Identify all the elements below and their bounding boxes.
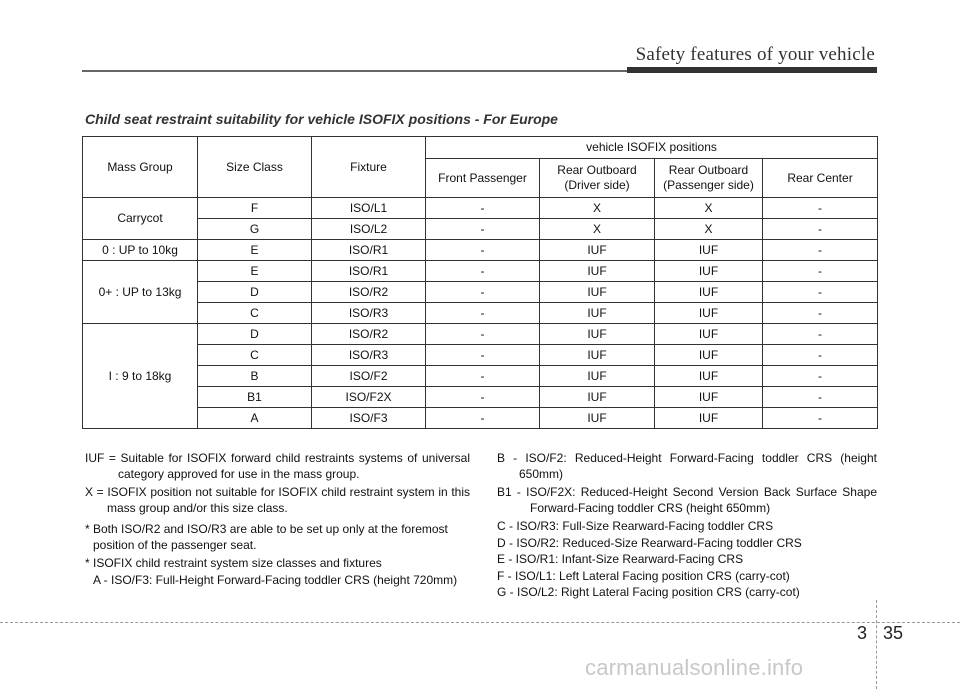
rear-center-cell: - [763, 387, 878, 408]
rear-outboard-passenger-cell: IUF [655, 345, 763, 366]
header-rear-outboard-passenger [655, 159, 763, 198]
note-class-e: E - ISO/R1: Infant-Size Rearward-Facing CRS [497, 552, 744, 566]
header-line: (Driver side) [564, 178, 630, 192]
header-line: Rear Outboard [668, 163, 749, 177]
table-row [83, 345, 878, 366]
footer-divider [0, 622, 960, 623]
header-accent-bar [627, 67, 877, 73]
size-class-cell: A [198, 408, 312, 429]
page-number: 35 [883, 623, 904, 643]
isofix-suitability-table [82, 136, 878, 429]
rear-outboard-passenger-cell: IUF [655, 387, 763, 408]
fixture-cell: ISO/L2 [312, 219, 426, 240]
size-class-cell: E [198, 240, 312, 261]
rear-center-cell: - [763, 303, 878, 324]
rear-center-cell: - [763, 366, 878, 387]
note-class-c: C - ISO/R3: Full-Size Rearward-Facing toddler CRS [497, 519, 774, 533]
rear-outboard-driver-cell: IUF [540, 303, 655, 324]
table-row [83, 198, 878, 219]
rear-outboard-passenger-cell: X [655, 219, 763, 240]
size-class-cell: C [198, 345, 312, 366]
table-row [83, 219, 878, 240]
note-class-g: G - ISO/L2: Right Lateral Facing position CRS (carry-cot) [497, 585, 800, 599]
mass-group-cell: 0 : UP to 10kg [83, 240, 198, 261]
rear-outboard-driver-cell: IUF [540, 345, 655, 366]
rear-outboard-driver-cell: IUF [540, 240, 655, 261]
rear-center-cell: - [763, 408, 878, 429]
rear-outboard-passenger-cell: IUF [655, 282, 763, 303]
size-class-cell: E [198, 261, 312, 282]
fixture-cell: ISO/R3 [312, 345, 426, 366]
rear-center-cell: - [763, 261, 878, 282]
fixture-cell: ISO/F3 [312, 408, 426, 429]
size-class-cell: F [198, 198, 312, 219]
rear-outboard-driver-cell: X [540, 219, 655, 240]
table-row [83, 387, 878, 408]
size-class-cell: D [198, 324, 312, 345]
size-class-cell: B [198, 366, 312, 387]
rear-outboard-passenger-cell: IUF [655, 303, 763, 324]
mass-group-cell: Carrycot [83, 198, 198, 240]
note-class-b: B - ISO/F2: Reduced-Height Forward-Facing toddler CRS (height 650mm) [497, 451, 877, 481]
section-title: Child seat restraint suitability for vehicle ISOFIX positions - For Europe [85, 111, 558, 127]
note-class-f: F - ISO/L1: Left Lateral Facing position CRS (carry-cot) [497, 568, 790, 583]
rear-outboard-driver-cell: IUF [540, 324, 655, 345]
front-passenger-cell: - [426, 219, 540, 240]
front-passenger-cell: - [426, 324, 540, 345]
rear-outboard-driver-cell: IUF [540, 387, 655, 408]
table-row [83, 240, 878, 261]
notes-right-column [497, 451, 877, 602]
rear-outboard-passenger-cell: IUF [655, 366, 763, 387]
header-line: Rear Outboard [557, 163, 637, 177]
fixture-cell: ISO/R2 [312, 324, 426, 345]
notes-left-column [85, 451, 470, 591]
rear-outboard-passenger-cell: IUF [655, 240, 763, 261]
note-foremost-position: * Both ISO/R2 and ISO/R3 are able to be set up only at the foremost position of the passenger seat. [85, 522, 448, 552]
header-mass-group: Mass Group [83, 137, 198, 198]
front-passenger-cell: - [426, 408, 540, 429]
front-passenger-cell: - [426, 261, 540, 282]
rear-center-cell: - [763, 324, 878, 345]
rear-outboard-passenger-cell: IUF [655, 408, 763, 429]
table-row [83, 324, 878, 345]
front-passenger-cell: - [426, 282, 540, 303]
fixture-cell: ISO/F2X [312, 387, 426, 408]
table-row [83, 282, 878, 303]
note-class-b1: B1 - ISO/F2X: Reduced-Height Second Version Back Surface Shape Forward-Facing toddler CRS (height 650mm) [497, 485, 877, 515]
fixture-cell: ISO/F2 [312, 366, 426, 387]
note-class-d: D - ISO/R2: Reduced-Size Rearward-Facing toddler CRS [497, 535, 802, 550]
rear-outboard-passenger-cell: IUF [655, 261, 763, 282]
table-row [83, 261, 878, 282]
front-passenger-cell: - [426, 198, 540, 219]
fixture-cell: ISO/R1 [312, 240, 426, 261]
header-isofix-positions: vehicle ISOFIX positions [426, 137, 878, 159]
rear-center-cell: - [763, 240, 878, 261]
fixture-cell: ISO/R3 [312, 303, 426, 324]
front-passenger-cell: - [426, 387, 540, 408]
fixture-cell: ISO/R2 [312, 282, 426, 303]
note-class-a: A - ISO/F3: Full-Height Forward-Facing toddler CRS (height 720mm) [93, 572, 458, 587]
size-class-cell: G [198, 219, 312, 240]
front-passenger-cell: - [426, 303, 540, 324]
note-x: X = ISOFIX position not suitable for ISOFIX child restraint system in this mass group and/or this size class. [85, 485, 470, 515]
size-class-cell: C [198, 303, 312, 324]
rear-outboard-driver-cell: IUF [540, 261, 655, 282]
rear-outboard-driver-cell: IUF [540, 366, 655, 387]
rear-center-cell: - [763, 219, 878, 240]
front-passenger-cell: - [426, 240, 540, 261]
header-rule [82, 70, 627, 72]
rear-outboard-driver-cell: IUF [540, 282, 655, 303]
fixture-cell: ISO/R1 [312, 261, 426, 282]
rear-outboard-passenger-cell: IUF [655, 324, 763, 345]
rear-outboard-passenger-cell: X [655, 198, 763, 219]
rear-center-cell: - [763, 282, 878, 303]
rear-center-cell: - [763, 345, 878, 366]
chapter-number: 3 [857, 623, 868, 643]
header-rear-outboard-driver [540, 159, 655, 198]
mass-group-cell: 0+ : UP to 13kg [83, 261, 198, 324]
header-line: (Passenger side) [663, 178, 754, 192]
page-number-divider [876, 600, 877, 689]
rear-outboard-driver-cell: IUF [540, 408, 655, 429]
note-iuf: IUF = Suitable for ISOFIX forward child restraints systems of universal category approved for use in the mass group. [85, 451, 470, 481]
header-size-class: Size Class [198, 137, 312, 198]
watermark: carmanualsonline.info [585, 655, 804, 680]
front-passenger-cell: - [426, 366, 540, 387]
note-size-classes: * ISOFIX child restraint system size classes and fixtures [85, 556, 382, 570]
rear-center-cell: - [763, 198, 878, 219]
mass-group-cell: I : 9 to 18kg [83, 324, 198, 429]
header-fixture: Fixture [312, 137, 426, 198]
header-rear-center: Rear Center [763, 159, 878, 198]
header-front-passenger: Front Passenger [426, 159, 540, 198]
table-row [83, 408, 878, 429]
fixture-cell: ISO/L1 [312, 198, 426, 219]
size-class-cell: D [198, 282, 312, 303]
rear-outboard-driver-cell: X [540, 198, 655, 219]
page-header-title: Safety features of your vehicle [635, 44, 875, 65]
table-row [83, 303, 878, 324]
front-passenger-cell: - [426, 345, 540, 366]
table-row [83, 366, 878, 387]
size-class-cell: B1 [198, 387, 312, 408]
